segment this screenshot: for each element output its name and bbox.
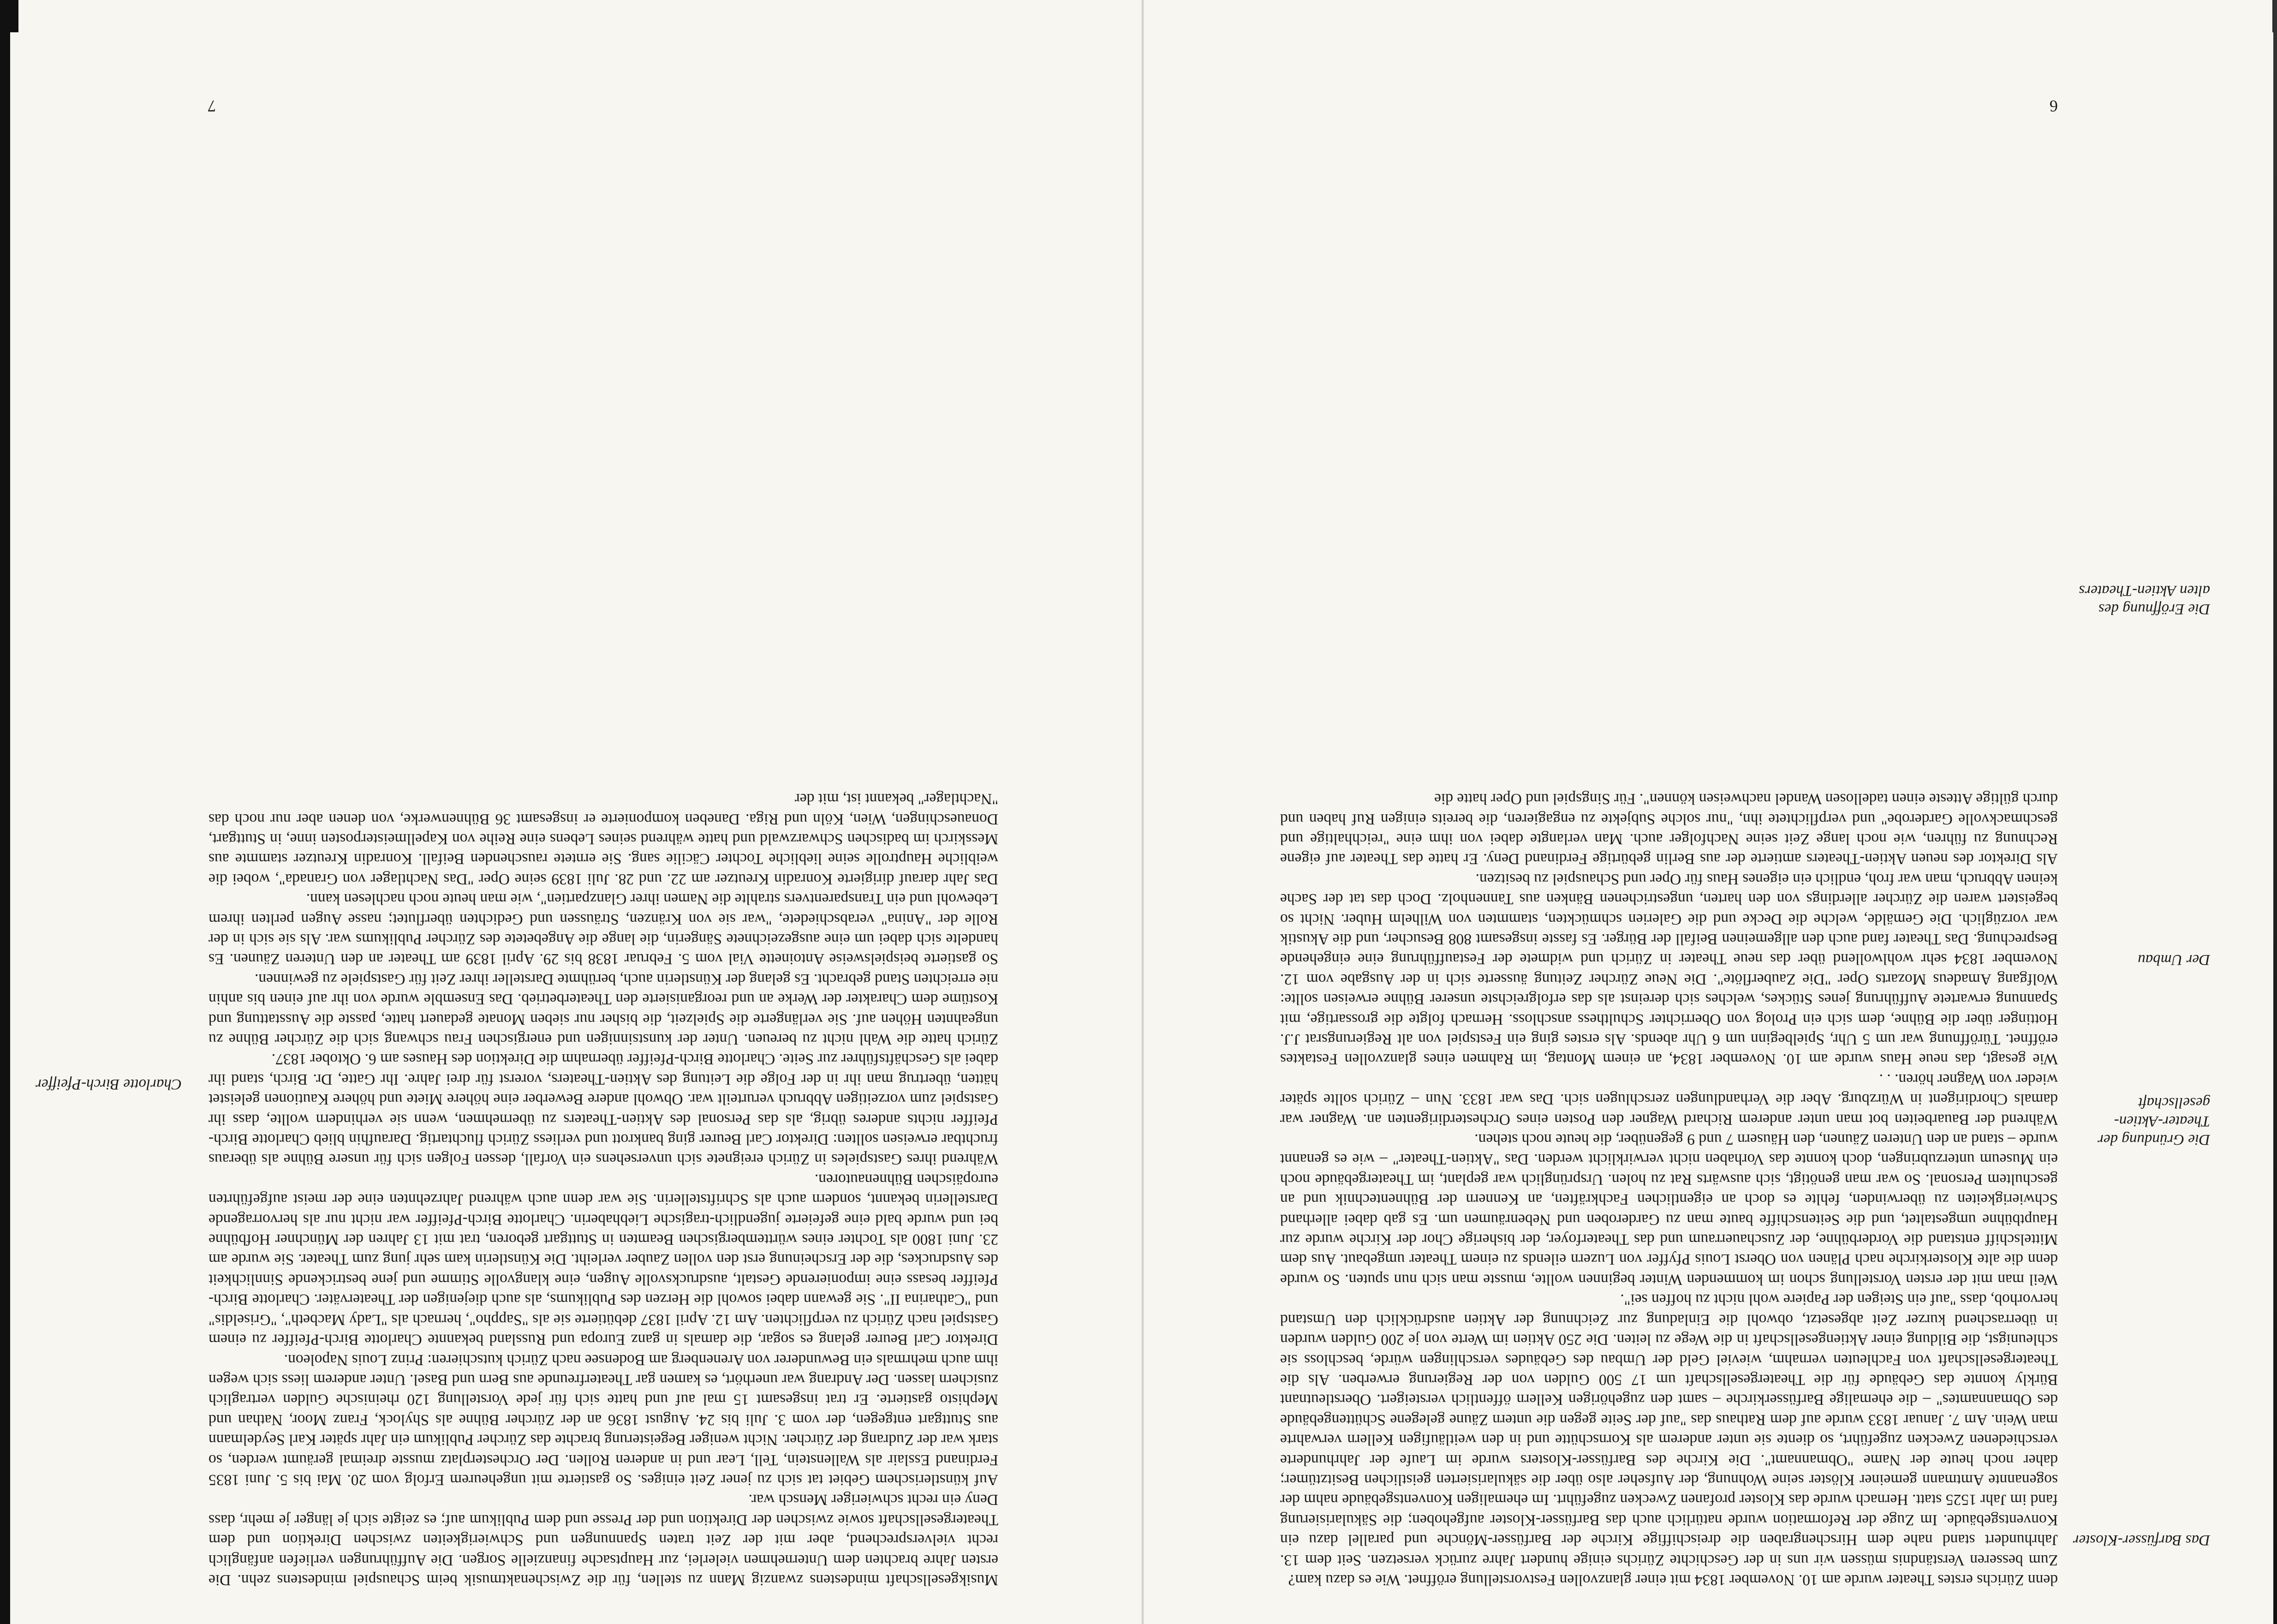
- p7-paragraph-2: Auf künstlerischem Gebiet tat sich zu jener Zeit einiges. So gastierte mit ungeheurem Erfolg vom 20. Mai bis 5. Juni 1835 Ferdinand Esslair als Wallenstein, Tell, Lear und in anderen Rollen. Der Orchesterplatz musste dreimal geräumt werden, so stark war der Zudrang der Zürcher. Nicht weniger Begeisterung brachte das Zürcher Publikum ein Jahr später Karl Seydelmann aus Stuttgart entgegen, der vom 3. Juli bis 24. August 1836 an der Zürcher Bühne als Shylock, Franz Moor, Nathan und Mephisto gastierte. Er trat insgesamt 15 mal auf und hatte sich für jede Vorstellung 120 rheinische Gulden vertraglich zusichern lassen. Der Andrang war unerhört, es kamen gar Theaterfreunde aus Bern und Basel. Unter anderem liess sich wegen ihm auch mehrmals ein Bewunderer von Arenenberg am Bodensee nach Zürich kutschieren: Prinz Louis Napoleon.: [209, 1351, 998, 1488]
- page-7-body: [209, 789, 998, 1590]
- p7-paragraph-7: Das Jahr darauf dirigierte Konradin Kreutzer am 22. und 28. Juli 1839 seine Oper "Das Nachtlager von Granada", wobei die weibliche Hauptrolle seine liebliche Tochter Cäcilie sang. Sie erntete rauschenden Beifall. Konradin Kreutzer stammte aus Messkirch im badischen Schwarzwald und hatte während seines Lebens eine Reihe von Kapellmeisterposten inne, in Stuttgart, Donaueschingen, Wien, Köln und Riga. Daneben komponierte er insgesamt 36 Bühnenwerke, von denen aber nur noch das "Nachtlager" bekannt ist, mit der: [209, 790, 998, 888]
- p6-paragraph-2: Zum besseren Verständnis müssen wir uns in der Geschichte Zürichs einige hundert Jahre zurück versetzen. Seit dem 13. Jahrhundert stand nahe dem Hirschengraben die dreischiffige Kirche der Barfüsser-Mönche und parallel dazu ein Konventsgebäude. Im Zuge der Reformation wurde natürlich auch das Barfüsser-Kloster aufgehoben; die Säkularisierung fand im Jahr 1525 statt. Hernach wurde das Kloster profanen Zwecken zugeführt. Im ehemaligen Konventsgebäude nahm der sogenannte Amtmann gemeiner Klöster seine Wohnung, der Aufseher also über die säkularisierten geistlichen Besitztümer; daher noch heute der Name "Obmannamt". Die Kirche des Barfüsser-Klosters wurde im Laufe der Jahrhunderte verschiedenen Zwecken zugeführt, so diente sie unter anderem als Kornschütte und in den weitläufigen Kellern verwahrte man Wein. Am 7. Januar 1833 wurde auf dem Rathaus das "auf der Seite gegen die untern Zäune gelegene Schüttengebäude des Obmannamtes" – die ehemalige Barfüsserkirche – samt den zugehörigen Kellern öffentlich versteigert. Oberstleutnant Bürkly konnte das Gebäude für die Theatergesellschaft um 17 500 Gulden von der Regierung erwerben. Als die Theatergesellschaft von Fachleuten vernahm, wieviel Geld der Umbau des Gebäudes verschlingen würde, beschloss sie schleunigst, die Bildung einer Aktiengesellschaft in die Wege zu leiten. Die 250 Aktien im Werte von je 200 Gulden wurden in überraschend kurzer Zeit abgesetzt, obwohl die Einladung zur Zeichnung der Aktien ausdrücklich den Umstand hervorhob, dass "auf ein Steigen der Papiere wohl nicht zu hoffen sei".: [1280, 1291, 2058, 1569]
- side-heading-gruendung: Die Gründung der Theater-Aktien-gesellschaft: [2098, 1094, 2210, 1148]
- p7-paragraph-6: So gastierte beispielsweise Antoinette Vial vom 5. Februar 1838 bis 29. April 1839 am Theater an den Unteren Zäunen. Es handelte sich dabei um eine ausgezeichnete Sängerin, die lange die Angebetete des Zürcher Publikums war. Als sie sich in der Rolle der "Anina" verabschiedete, "war sie von Kränzen, Sträussen und Gedichten überflutet; nasse Augen perlten ihrem Lebewohl und ein Transparentvers strahlte die Namen ihrer Glanzpartien", wie man heute noch nachlesen kann.: [209, 890, 998, 968]
- p6-paragraph-1: denn Zürichs erstes Theater wurde am 10. November 1834 mit einer glanzvollen Festvorstellung eröffnet. Wie es dazu kam?: [1288, 1571, 2058, 1588]
- side-heading-birch-pfeiffer: Charlotte Birch-Pfeiffer: [36, 1076, 182, 1093]
- p7-paragraph-4: Während ihres Gastspieles in Zürich ereignete sich unversehens ein Vorfall, dessen Folgen sich für unsere Bühne als überaus fruchtbar erweisen sollten: Direktor Carl Beurer ging bankrott und verliess Zürich fluchtartig. Daraufhin blieb Charlotte Birch-Pfeiffer nichts anderes übrig, als das Personal des Aktien-Theaters zu übernehmen, wenn sie verhindern wollte, dass ihr Gastspiel zum vorzeitigen Abbruch verurteilt war. Obwohl andere Bewerber eine höhere Miete und höhere Kautionen geleistet hätten, übertrug man ihr in der Folge die Leitung des Aktien-Theaters, vorerst für drei Jahre. Ihr Gatte, Dr. Birch, stand ihr dabei als Geschäftsführer zur Seite. Charlotte Birch-Pfeiffer übernahm die Direktion des Hauses am 6. Oktober 1837.: [209, 1051, 998, 1168]
- side-heading-eroeffnung: Die Eröffnung des alten Aktien-Theaters: [2079, 582, 2210, 617]
- p6-paragraph-6: Als Direktor des neuen Aktien-Theaters amtierte der aus Berlin gebürtige Ferdinand Deny. Er hatte das Theater auf eigene Rechnung zu führen, wie noch lange Zeit seine Nachfolger auch. Man verlangte dabei von ihm eine "reichhaltige und geschmackvolle Garderobe" und verpflichtete ihn, "nur solche Subjekte zu engagieren, die bereits einigen Ruf haben und durch gültige Atteste einen tadellosen Wandel nachweisen können". Für Singspiel und Oper hatte die: [1280, 790, 2058, 868]
- p6-paragraph-4: Während der Bauarbeiten bot man unter anderem Richard Wagner den Posten eines Orchesterdirigenten an. Wagner war damals Chordirigent in Würzburg. Aber die Verhandlungen zerschlugen sich. Das war 1833. Nun – Zürich sollte später wieder von Wagner hören. . .: [1280, 1070, 2058, 1128]
- page-number-6: 6: [2050, 97, 2058, 115]
- page-6: [1142, 0, 2277, 1624]
- side-heading-barfuesser-kloster: Das Barfüsser-Kloster: [2073, 1532, 2210, 1548]
- p6-paragraph-3: Weil man mit der ersten Vorstellung schon im kommenden Winter beginnen wollte, musste man sich nun sputen. So wurde denn die alte Klosterkirche nach Plänen von Oberst Louis Pfyffer von Luzern eilends zu einem Theater umgebaut. Aus dem Mittelschiff entstand die Vorderbühne, der Zuschauerraum und das Theaterfoyer, der bisherige Chor der Kirche wurde zur Hauptbühne umgestaltet, und die Seitenschiffe baute man zu Garderoben und Nebenräumen um. Es gab dabei allerhand Schwierigkeiten zu überwinden, fehlte es doch an eigentlichen Fachkräften, an Kennern der Bühnentechnik und an geschultem Personal. So war man genötigt, sich auswärts Rat zu holen. Ursprünglich war geplant, im Theatergebäude noch ein Museum unterzubringen, doch konnte das Vorhaben nicht verwirklicht werden. Das "Aktien-Theater" – wie es genannt wurde – stand an den Unteren Zäunen, den Häusern 7 und 9 gegenüber, die heute noch stehen.: [1280, 1131, 2058, 1288]
- p6-paragraph-5: Wie gesagt, das neue Haus wurde am 10. November 1834, an einem Montag, im Rahmen eines glanzvollen Festaktes eröffnet. Türöffnung war um 5 Uhr, Spielbeginn um 6 Uhr abends. Als erstes ging ein Festspiel von alt Regierungsrat J.J. Hottinger über die Bühne, dem sich ein Prolog von Oberrichter Schulthess anschloss. Hernach folgte die grossartige, mit Spannung erwartete Aufführung jenes Stückes, welches sich dereinst als das erfolgreichste unserer Bühne erweisen sollte: Wolfgang Amadeus Mozarts Oper "Die Zauberflöte". Die Neue Zürcher Zeitung äusserte sich in der Ausgabe vom 12. November 1834 sehr wohlwollend über das neue Theater in Zürich und widmete der Festaufführung eine eingehende Besprechung. Das Theater fand auch den allgemeinen Beifall der Bürger. Es fasste insgesamt 808 Besucher, und die Akustik war vorzüglich. Die Gemälde, welche die Decke und die Galerien schmückten, stammten von Wilhelm Huber. Nicht so begeistert waren die Zürcher allerdings von den harten, ungestrichenen Bänken aus Tannenholz. Doch das tat der Sache keinen Abbruch, man war froh, endlich ein eigenes Haus für Oper und Schauspiel zu besitzen.: [1280, 870, 2058, 1068]
- side-heading-umbau: Der Umbau: [2138, 951, 2210, 968]
- p7-paragraph-5: Zürich hatte die Wahl nicht zu bereuen. Unter der kunstsinnigen und energischen Frau schwang sich die Zürcher Bühne zu ungeahnten Höhen auf. Sie verlängerte die Spielzeit, die bisher nur sieben Monate gedauert hatte, passte die Ausstattung und Kostüme dem Charakter der Werke an und reorganisierte den Theaterbetrieb. Das Ensemble wurde von ihr auf einen bis anhin nie erreichten Stand gebracht. Es gelang der Künstlerin auch, berühmte Darsteller ihrer Zeit für Gastspiele zu gewinnen.: [209, 970, 998, 1048]
- p7-paragraph-1: Musikgesellschaft mindestens zwanzig Mann zu stellen, für die Zwischenaktmusik beim Schauspiel mindestens zehn. Die ersten Jahre brachten dem Unternehmen vielerlei, zur Hauptsache finanzielle Sorgen. Die Aufführungen verliefen anfänglich recht vielversprechend, aber mit der Zeit traten Spannungen und Schwierigkeiten zwischen Direktion und dem Theatergesellschaft sowie zwischen der Direktion und der Presse und dem Publikum auf; es zeigte sich je länger je mehr, dass Deny ein recht schwieriger Mensch war.: [209, 1491, 998, 1588]
- page-6-body: [1280, 789, 2058, 1590]
- page-number-7: 7: [208, 97, 216, 115]
- p7-paragraph-3: Direktor Carl Beurer gelang es sogar, die damals in ganz Europa und Russland bekannte Charlotte Birch-Pfeiffer zu einem Gastspiel nach Zürich zu verpflichten. Am 12. April 1837 debütierte sie als "Sappho", hernach als "Lady Macbeth", "Griseldis" und "Catharina II". Sie gewann dabei sowohl die Herzen des Publikums, als auch diejenigen der Theaterväter. Charlotte Birch-Pfeiffer besass eine imponierende Gestalt, ausdrucksvolle Augen, eine klangvolle Stimme und jene bestrickende Sinnlichkeit des Ausdruckes, die der Erscheinung erst den vollen Zauber verleiht. Die Künstlerin kam sehr jung zum Theater. Sie wurde am 23. Juni 1800 als Tochter eines württembergischen Beamten in Stuttgart geboren, trat mit 13 Jahren der Münchner Hofbühne bei und wurde bald eine gefeierte jugendlich-tragische Liebhaberin. Charlotte Birch-Pfeiffer war nicht nur als hervorragende Darstellerin bekannt, sondern auch als Schriftstellerin. Sie war denn auch während Jahrzehnten eine der meist aufgeführten europäischen Bühnenautoren.: [209, 1170, 998, 1349]
